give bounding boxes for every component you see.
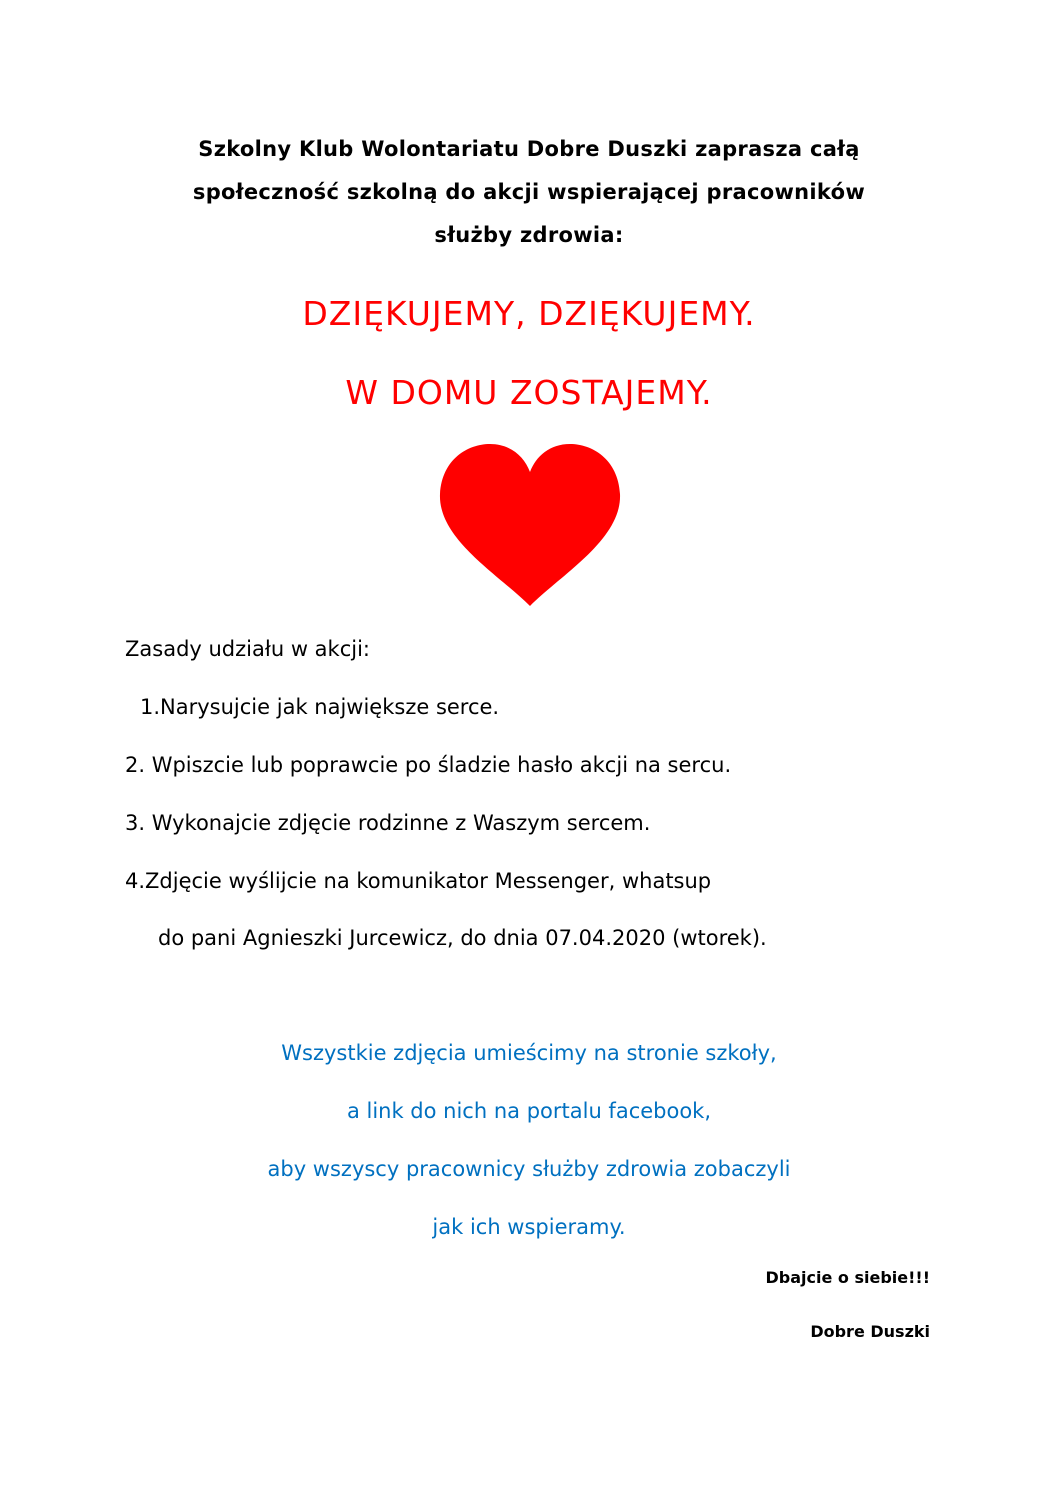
rules-heading: Zasady udziału w akcji:	[125, 637, 370, 661]
intro-paragraph	[0, 128, 1058, 257]
closing-line-3: aby wszyscy pracownicy służby zdrowia zobaczyli	[267, 1157, 791, 1181]
rule-item-4-continued: do pani Agnieszki Jurcewicz, do dnia 07.04.2020 (wtorek).	[158, 926, 767, 950]
rule-item-1: 1.Narysujcie jak największe serce.	[140, 695, 500, 719]
rule-item-2: 2. Wpiszcie lub poprawcie po śladzie hasło akcji na sercu.	[125, 753, 732, 777]
rule-item-4: 4.Zdjęcie wyślijcie na komunikator Messenger, whatsup	[125, 869, 712, 893]
signoff-greeting: Dbajcie o siebie!!!	[765, 1268, 930, 1287]
closing-line-4: jak ich wspieramy.	[432, 1215, 626, 1239]
intro-line-2: społeczność szkolną do akcji wspierającej pracowników	[192, 180, 866, 204]
headline-line-1: DZIĘKUJEMY, DZIĘKUJEMY.	[302, 294, 756, 333]
headline-line-2: W DOMU ZOSTAJEMY.	[345, 373, 713, 412]
closing-line-1: Wszystkie zdjęcia umieścimy na stronie szkoły,	[281, 1041, 777, 1065]
red-heart-icon	[438, 444, 622, 606]
closing-line-2: a link do nich na portalu facebook,	[346, 1099, 712, 1123]
rule-item-3: 3. Wykonajcie zdjęcie rodzinne z Waszym sercem.	[125, 811, 651, 835]
intro-line-3: służby zdrowia:	[434, 223, 624, 247]
signoff-signature: Dobre Duszki	[810, 1322, 930, 1341]
intro-line-1: Szkolny Klub Wolontariatu Dobre Duszki zaprasza całą	[198, 137, 860, 161]
